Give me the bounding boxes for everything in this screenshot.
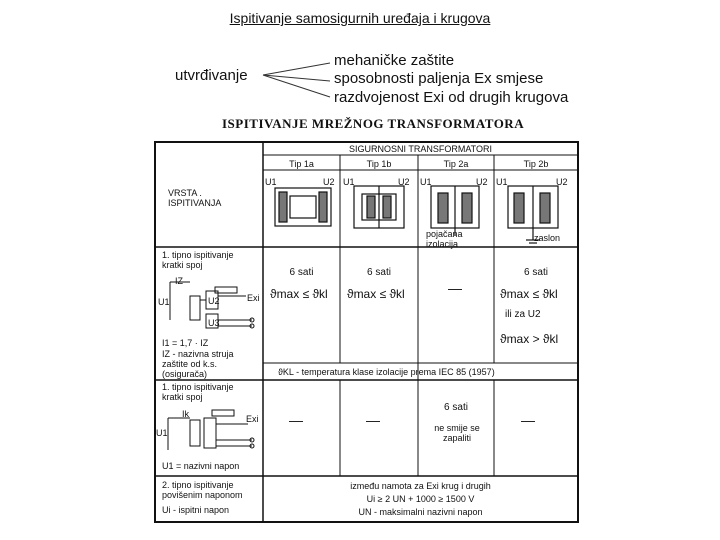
u1-label-2a: U1	[420, 177, 432, 187]
row2-2a-note: ne smije se zapaliti	[434, 423, 480, 443]
u3-label: U3	[208, 318, 220, 328]
branch-ignition-capability: sposobnosti paljenja Ex smjese	[334, 70, 544, 87]
row2-u1-label: U1	[156, 428, 168, 438]
row3-line3: UN - maksimalni nazivni napon	[358, 507, 483, 517]
figure-title: ISPITIVANJE MREŽNOG TRANSFORMATORA	[222, 116, 525, 131]
shield-label: zaslon	[534, 233, 561, 243]
row2-2b-dash: —	[521, 412, 535, 428]
row1-2b-or-u2: ili za U2	[505, 309, 541, 320]
row2-1a-dash: —	[289, 412, 303, 428]
type-1b-label: Tip 1b	[366, 159, 392, 169]
u2-label-2b: U2	[556, 177, 568, 187]
slide-title: Ispitivanje samosigurnih uređaja i krugova	[229, 10, 491, 26]
row2-2a-hours: 6 sati	[444, 402, 468, 413]
thermal-class-footnote: ϑKL - temperatura klase izolacije prema IEC 85 (1957)	[278, 367, 495, 377]
type-1a-label: Tip 1a	[289, 159, 314, 169]
type-2a-label: Tip 2a	[443, 159, 469, 169]
row1-exi-label: Exi	[247, 293, 260, 303]
ik-label: Ik	[182, 409, 190, 419]
u2-label-1b: U2	[398, 177, 410, 187]
row2-nominal-voltage: U1 = nazivni napon	[162, 461, 240, 471]
row1-2b-hours: 6 sati	[524, 267, 548, 278]
row3-line1: između namota za Exi krug i drugih	[350, 481, 491, 491]
type-2b-label: Tip 2b	[523, 159, 549, 169]
u1-label-1b: U1	[343, 177, 355, 187]
u1-label-2b: U1	[496, 177, 508, 187]
row3-line2: Ui ≥ 2 UN + 1000 ≥ 1500 V	[366, 494, 475, 504]
iz-note: IZ - nazivna struja zaštite od k.s. (osigurača)	[162, 349, 234, 379]
table-header: SIGURNOSNI TRANSFORMATORI	[348, 144, 492, 154]
row3-test-voltage-label: Ui - ispitni napon	[162, 505, 230, 515]
u1-label-1a: U1	[265, 177, 277, 187]
branch-separation: razdvojenost Exi od drugih krugova	[334, 89, 569, 106]
row1-heading: 1. tipno ispitivanje kratki spoj	[162, 250, 234, 270]
row1-1b-condition: ϑmax ≤ ϑkl	[347, 287, 405, 301]
iz-label: IZ	[175, 276, 183, 286]
corner-label: VRSTA . ISPITIVANJA	[168, 188, 222, 208]
row1-u1-label: U1	[158, 297, 170, 307]
row2-1b-dash: —	[366, 412, 380, 428]
row3-heading: 2. tipno ispitivanje povišenim naponom	[162, 480, 243, 500]
row2-exi-label: Exi	[246, 414, 259, 424]
reinforced-insulation-label: pojačana izolacija	[426, 229, 463, 249]
row1-1a-hours: 6 sati	[289, 267, 314, 278]
row1-2b-condition-le: ϑmax ≤ ϑkl	[500, 287, 558, 301]
row1-1a-condition: ϑmax ≤ ϑkl	[270, 287, 328, 301]
branch-mechanical-protection: mehaničke zaštite	[334, 52, 455, 69]
row1-2b-condition-gt: ϑmax > ϑkl	[500, 332, 559, 346]
i1-note: I1 = 1,7 · IZ	[162, 338, 209, 348]
row1-u2-label: U2	[208, 296, 220, 306]
u2-label-1a: U2	[323, 177, 335, 187]
root-label: utvrđivanje	[175, 67, 248, 84]
row1-1b-hours: 6 sati	[367, 267, 391, 278]
u2-label-2a: U2	[476, 177, 488, 187]
row2-heading: 1. tipno ispitivanje kratki spoj	[162, 382, 234, 402]
row1-2a-dash: —	[448, 280, 462, 296]
